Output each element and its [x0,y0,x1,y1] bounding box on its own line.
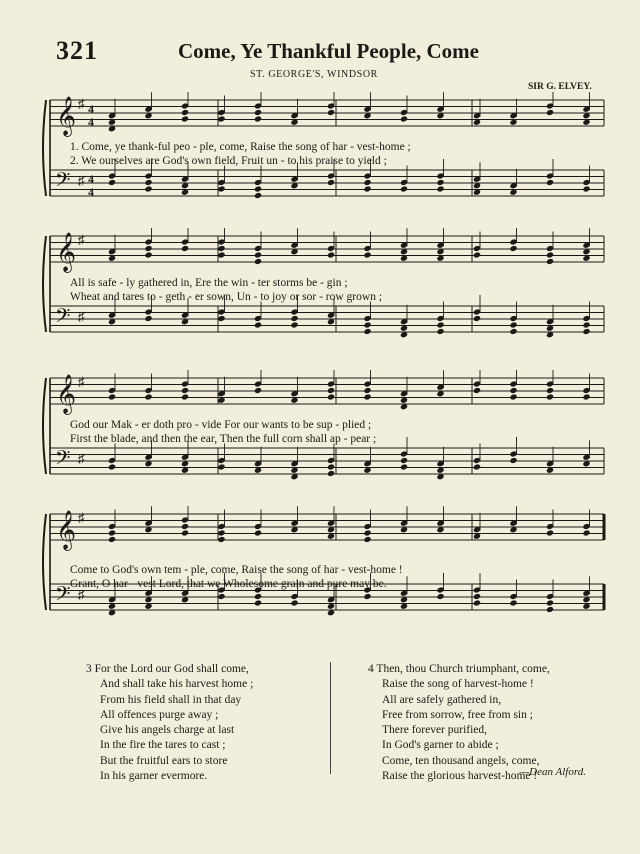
time-signature-icon: 4 [88,115,94,129]
verse-line: In the fire the tares to cast ; [100,739,226,752]
verse-line: Come, ten thousand angels, come, [382,754,540,767]
time-signature-icon: 4 [88,102,94,116]
lyric-line-verse2: First the blade, and then the ear, Then the full corn shall ap - pear ; [70,433,377,445]
treble-staff [50,378,604,404]
verse-line: 3 For the Lord our God shall come, [86,663,249,675]
sharp-icon: ♯ [78,309,85,324]
lyric-line-verse2: 2. We ourselves are God's own field, Fruit un - to his praise to yield ; [70,155,387,167]
treble-clef-icon: 𝄞 [56,232,77,272]
verse-line: Give his angels charge at last [100,724,235,737]
treble-staff [50,100,604,126]
sharp-icon: ♯ [78,96,85,111]
verse-line: In God's garner to abide ; [382,739,499,752]
verse-line: In his garner evermore. [100,770,208,783]
tune-name: ST. GEORGE'S, WINDSOR [250,69,378,80]
sharp-icon: ♯ [78,587,85,602]
verse-line: All are safely gathered in, [382,693,502,706]
lyric-line-verse2: Wheat and tares to - geth - er sown, Un - to joy or sor - row grown ; [70,291,383,303]
verse-line: But the fruitful ears to store [100,754,228,767]
bass-clef-icon: 𝄢 [55,446,71,474]
music-system-3 [0,370,640,490]
bass-staff [50,448,604,474]
verse-line: All offences purge away ; [100,708,219,721]
verse-line: Raise the glorious harvest-home ! [382,770,538,783]
brace [43,236,46,332]
treble-notes [108,228,591,265]
verse-line: And shall take his harvest home ; [100,678,254,691]
bass-clef-icon: 𝄢 [55,304,71,332]
lyric-line-verse1: 1. Come, ye thank-ful peo - ple, come, Raise the song of har - vest-home ; [70,141,411,153]
verse-line: Raise the song of harvest-home ! [382,678,534,691]
bass-clef-icon: 𝄢 [55,582,71,610]
lyric-line-verse2: Grant, O har - vest Lord, that we Wholesome grain and pure may be. [70,578,387,590]
brace [43,378,46,474]
music-system-2 [0,228,640,348]
hymn-number: 321 [56,36,98,65]
verse-3 [86,662,253,784]
treble-staff [50,236,604,262]
brace [43,100,46,196]
treble-clef-icon: 𝄞 [56,96,77,136]
time-signature-icon: 4 [88,172,94,186]
verse-line: From his field shall in that day [100,693,242,706]
verse-line: Free from sorrow, free from sin ; [382,708,533,721]
sharp-icon: ♯ [78,510,85,525]
treble-clef-icon: 𝄞 [56,510,77,550]
treble-notes [108,506,591,543]
verse-divider [330,662,331,774]
sharp-icon: ♯ [78,173,85,188]
lyric-line-verse1: All is safe - ly gathered in, Ere the win - ter storms be - gin ; [70,277,348,289]
time-signature-icon: 4 [88,185,94,199]
sharp-icon: ♯ [78,374,85,389]
lyric-line-verse1: Come to God's own tem - ple, come, Raise the song of har - vest-home ! [70,564,403,576]
verse-line: 4 Then, thou Church triumphant, come, [368,663,550,675]
lyric-line-verse1: God our Mak - er doth pro - vide For our wants to be sup - plied ; [70,419,372,431]
lyricist-credit: —Dean Alford. [519,766,586,778]
composer-credit: SIR G. ELVEY. [528,82,592,92]
treble-staff [50,514,604,540]
music-system-4 [0,506,640,636]
sharp-icon: ♯ [78,232,85,247]
hymn-title: Come, Ye Thankful People, Come [178,39,479,63]
treble-clef-icon: 𝄞 [56,374,77,414]
verse-line: There forever purified, [382,724,488,737]
bass-staff [50,306,604,332]
sharp-icon: ♯ [78,451,85,466]
bass-staff [50,170,604,196]
brace [43,514,46,610]
music-system-1 [0,92,640,212]
bass-clef-icon: 𝄢 [55,168,71,196]
